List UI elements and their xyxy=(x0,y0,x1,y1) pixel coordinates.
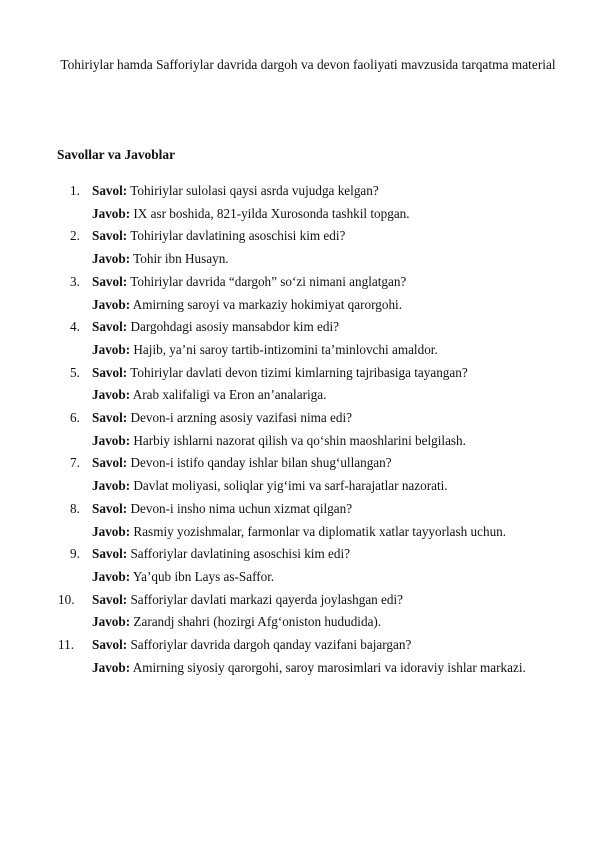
qa-item xyxy=(60,407,540,452)
answer-line xyxy=(92,430,540,453)
answer-text: Hajib, ya’ni saroy tartib-intizomini ta’minlovchi amaldor. xyxy=(133,341,438,357)
qa-list xyxy=(60,180,540,679)
answer-line xyxy=(92,384,540,407)
qa-item xyxy=(60,362,540,407)
answer-text: Harbiy ishlarni nazorat qilish va qo‘shin maoshlarini belgilash. xyxy=(133,432,466,448)
answer-prefix: Javob: xyxy=(92,296,131,312)
question-prefix: Savol: xyxy=(92,500,128,516)
question-prefix: Savol: xyxy=(92,273,128,289)
item-number: 2. xyxy=(70,228,80,244)
answer-text: Zarandj shahri (hozirgi Afg‘oniston hududida). xyxy=(133,614,382,630)
answer-prefix: Javob: xyxy=(92,568,131,584)
item-number: 7. xyxy=(70,455,80,471)
answer-prefix: Javob: xyxy=(92,387,131,403)
question-line xyxy=(92,543,540,566)
item-number: 5. xyxy=(70,364,80,380)
question-text: Tohiriylar sulolasi qaysi asrda vujudga kelgan? xyxy=(130,183,379,198)
answer-line xyxy=(92,339,540,362)
question-line xyxy=(92,362,540,385)
question-text: Dargohdagi asosiy mansabdor kim edi? xyxy=(130,319,339,335)
answer-text: Rasmiy yozishmalar, farmonlar va diplomatik xatlar tayyorlash uchun. xyxy=(133,523,507,539)
question-text: Safforiylar davrida dargoh qanday vazifani bajargan? xyxy=(130,637,412,653)
qa-item xyxy=(60,225,540,270)
item-number: 1. xyxy=(70,183,80,198)
answer-prefix: Javob: xyxy=(92,478,131,494)
question-line xyxy=(92,589,540,612)
item-number: 4. xyxy=(70,319,80,335)
item-number: 9. xyxy=(70,546,80,562)
question-text: Safforiylar davlatining asoschisi kim edi? xyxy=(130,546,350,562)
answer-text: IX asr boshida, 821-yilda Xurosonda tashkil topgan. xyxy=(133,205,410,221)
answer-prefix: Javob: xyxy=(92,659,131,675)
question-line xyxy=(92,271,540,294)
answer-text: Davlat moliyasi, soliqlar yig‘imi va sarf-harajatlar nazorati. xyxy=(133,478,448,494)
answer-prefix: Javob: xyxy=(92,341,131,357)
question-line xyxy=(92,452,540,475)
qa-item xyxy=(60,316,540,361)
question-text: Devon-i istifo qanday ishlar bilan shug‘ullangan? xyxy=(130,455,392,471)
document-title: Tohiriylar hamda Safforiylar davrida dargoh va devon faoliyati mavzusida tarqatma material xyxy=(60,57,556,72)
answer-line xyxy=(92,475,540,498)
question-text: Tohiriylar davlatining asoschisi kim edi? xyxy=(130,228,346,244)
question-line xyxy=(92,407,540,430)
answer-text: Arab xalifaligi va Eron an’analariga. xyxy=(132,387,327,403)
question-line xyxy=(92,180,540,203)
answer-line xyxy=(92,294,540,317)
item-number: 6. xyxy=(70,410,80,426)
item-number: 3. xyxy=(70,273,80,289)
answer-line xyxy=(92,566,540,589)
answer-prefix: Javob: xyxy=(92,523,131,539)
answer-line xyxy=(92,657,540,680)
question-prefix: Savol: xyxy=(92,364,128,380)
question-prefix: Savol: xyxy=(92,410,128,426)
item-number: 8. xyxy=(70,500,80,516)
answer-text: Amirning siyosiy qarorgohi, saroy marosimlari va idoraviy ishlar markazi. xyxy=(132,659,526,675)
question-line xyxy=(92,225,540,248)
qa-item xyxy=(60,634,540,679)
qa-item xyxy=(60,589,540,634)
question-prefix: Savol: xyxy=(92,637,128,653)
answer-text: Tohir ibn Husayn. xyxy=(133,251,229,267)
answer-line xyxy=(92,248,540,271)
qa-item xyxy=(60,498,540,543)
question-text: Devon-i arzning asosiy vazifasi nima edi? xyxy=(130,410,353,426)
section-heading: Savollar va Javoblar xyxy=(57,147,176,162)
qa-item xyxy=(60,452,540,497)
qa-item xyxy=(60,543,540,588)
answer-prefix: Javob: xyxy=(92,432,131,448)
question-text: Safforiylar davlati markazi qayerda joylashgan edi? xyxy=(130,591,404,607)
answer-prefix: Javob: xyxy=(92,205,131,221)
question-text: Tohiriylar davrida “dargoh” so‘zi nimani anglatgan? xyxy=(130,273,407,289)
item-number: 11. xyxy=(58,637,74,653)
question-prefix: Savol: xyxy=(92,591,128,607)
answer-prefix: Javob: xyxy=(92,614,131,630)
answer-text: Amirning saroyi va markaziy hokimiyat qarorgohi. xyxy=(132,296,402,312)
question-prefix: Savol: xyxy=(92,319,128,335)
answer-prefix: Javob: xyxy=(92,251,131,267)
qa-item xyxy=(60,271,540,316)
question-text: Devon-i insho nima uchun xizmat qilgan? xyxy=(130,500,353,516)
answer-line xyxy=(92,521,540,544)
question-prefix: Savol: xyxy=(92,546,128,562)
qa-item xyxy=(60,180,540,225)
answer-text: Ya’qub ibn Lays as-Saffor. xyxy=(132,568,275,584)
answer-line xyxy=(92,203,540,226)
item-number: 10. xyxy=(58,591,75,607)
question-line xyxy=(92,498,540,521)
question-prefix: Savol: xyxy=(92,183,128,198)
question-prefix: Savol: xyxy=(92,455,128,471)
question-prefix: Savol: xyxy=(92,228,128,244)
question-line xyxy=(92,316,540,339)
question-text: Tohiriylar davlati devon tizimi kimlarning tajribasiga tayangan? xyxy=(130,364,468,380)
question-line xyxy=(92,634,540,657)
answer-line xyxy=(92,611,540,634)
